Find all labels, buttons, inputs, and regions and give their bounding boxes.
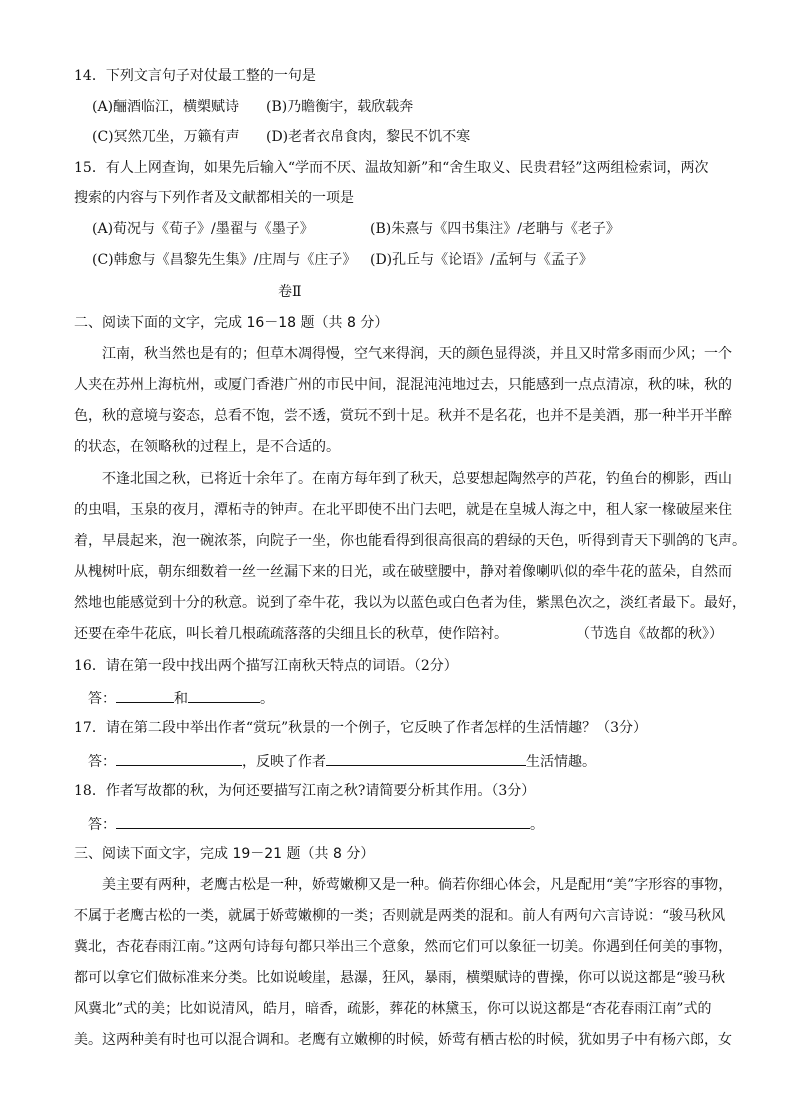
q14-option-d: (D)老者衣帛食肉，黎民不饥不寒 — [266, 129, 471, 145]
q18-blank[interactable] — [116, 813, 530, 829]
q14-option-c: (C)冥然兀坐，万籁有声 — [92, 129, 240, 145]
s3-para1-line4: 都可以拿它们做标准来分类。比如说峻崖，悬瀑，狂风，暴雨，横槊赋诗的曹操，你可以说这都是“骏马秋 — [74, 970, 726, 986]
s2-para1-line3: 色，秋的意境与姿态，总看不饱，尝不透，赏玩不到十足。秋并不是名花，也并不是美酒，那一种半开半醉 — [74, 408, 732, 424]
q18-end: 。 — [530, 817, 544, 833]
q14-stem: 14．下列文言句子对仗最工整的一句是 — [74, 68, 316, 84]
q16-blank-1[interactable] — [116, 687, 174, 703]
s3-para1-line2: 不属于老鹰古松的一类，就属于娇莺嫩柳的一类；否则就是两类的混和。前人有两句六言诗说：“骏马秋风 — [74, 908, 726, 924]
q15-stem-line2: 搜索的内容与下列作者及文献都相关的一项是 — [74, 190, 354, 206]
q16-end: 。 — [260, 691, 274, 707]
q17-answer-line — [88, 750, 596, 772]
s2-para1-line1: 江南，秋当然也是有的；但草木凋得慢，空气来得润，天的颜色显得淡，并且又时常多雨而少风；一个 — [102, 346, 732, 362]
s2-para2-line5: 然地也能感觉到十分的秋意。说到了牵牛花，我以为以蓝色或白色者为佳，紫黑色次之，淡红者最下。最好， — [74, 595, 746, 611]
q17-answer-label: 答： — [88, 754, 116, 770]
q17-blank-2[interactable] — [326, 750, 526, 766]
q16-answer-label: 答： — [88, 691, 116, 707]
q17-end: 生活情趣。 — [526, 754, 596, 770]
s3-para1-line3: 冀北，杏花春雨江南。”这两句诗每句都只举出三个意象，然而它们可以象征一切美。你遇到任何美的事物， — [74, 939, 733, 955]
q18-stem: 18．作者写故都的秋，为何还要描写江南之秋?请简要分析其作用。（3分） — [74, 783, 536, 799]
q18-answer-line — [88, 813, 544, 835]
s2-para2-line1: 不逢北国之秋，已将近十余年了。在南方每年到了秋天，总要想起陶然亭的芦花，钓鱼台的柳影，西山 — [102, 471, 732, 487]
q16-answer-line — [88, 687, 274, 709]
s3-para1-line6: 美。这两种美有时也可以混合调和。老鹰有立嫩柳的时候，娇莺有栖古松的时候，犹如男子中有杨六郎，女 — [74, 1032, 732, 1048]
q18-answer-label: 答： — [88, 817, 116, 833]
q16-and: 和 — [174, 691, 188, 707]
q15-option-b: (B)朱熹与《四书集注》/老聃与《老子》 — [370, 221, 620, 237]
s2-para1-line4: 的状态，在领略秋的过程上，是不合适的。 — [74, 439, 340, 455]
s3-para1-line5: 风冀北”式的美；比如说清风，皓月，暗香，疏影，葬花的林黛玉，你可以说这都是“杏花春雨江南”式的 — [74, 1001, 712, 1017]
section2-title: 二、阅读下面的文字，完成 16－18 题（共 8 分） — [74, 315, 389, 331]
s2-para2-line3: 着，早晨起来，泡一碗浓茶，向院子一坐，你也能看得到很高很高的碧绿的天色，听得到青天下驯鸽的飞声。 — [74, 533, 746, 549]
s2-para2-line4: 从槐树叶底，朝东细数着一丝一丝漏下来的日光，或在破壁腰中，静对着像喇叭似的牵牛花的蓝朵，自然而 — [74, 564, 732, 580]
volume-heading: 卷Ⅱ — [278, 284, 302, 300]
q14-option-b: (B)乃瞻衡宇，载欣载奔 — [266, 99, 414, 115]
s2-para2-line6: 还要在牵牛花底，叫长着几根疏疏落落的尖细且长的秋草，使作陪衬。 — [74, 626, 508, 642]
passage-source: （节选自《故都的秋》） — [576, 626, 723, 642]
s3-para1-line1: 美主要有两种，老鹰古松是一种，娇莺嫩柳又是一种。倘若你细心体会，凡是配用“美”字形容的事物， — [102, 877, 733, 893]
s2-para2-line2: 的虫唱，玉泉的夜月，潭柘寺的钟声。在北平即使不出门去吧，就是在皇城人海之中，租人家一椽破屋来住 — [74, 502, 732, 518]
q15-option-c: (C)韩愈与《昌黎先生集》/庄周与《庄子》 — [92, 252, 357, 268]
q14-option-a: (A)酾酒临江，横槊赋诗 — [92, 99, 240, 115]
section3-title: 三、阅读下面文字，完成 19－21 题（共 8 分） — [74, 846, 375, 862]
q16-stem: 16．请在第一段中找出两个描写江南秋天特点的词语。（2分） — [74, 658, 458, 674]
q15-option-d: (D)孔丘与《论语》/孟轲与《孟子》 — [370, 252, 593, 268]
q15-stem-line1: 15．有人上网查询，如果先后输入“学而不厌、温故知新”和“舍生取义、民贵君轻”这两组检索词，两次 — [74, 160, 709, 176]
q15-option-a: (A)荀况与《荀子》/墨翟与《墨子》 — [92, 221, 314, 237]
q17-blank-1[interactable] — [116, 750, 242, 766]
q17-stem: 17．请在第二段中举出作者“赏玩”秋景的一个例子，它反映了作者怎样的生活情趣？（3分） — [74, 720, 648, 736]
q16-blank-2[interactable] — [188, 687, 260, 703]
s2-para1-line2: 人夹在苏州上海杭州，或厦门香港广州的市民中间，混混沌沌地过去，只能感到一点点清凉，秋的味，秋的 — [74, 377, 732, 393]
q17-mid: ，反映了作者 — [242, 754, 326, 770]
